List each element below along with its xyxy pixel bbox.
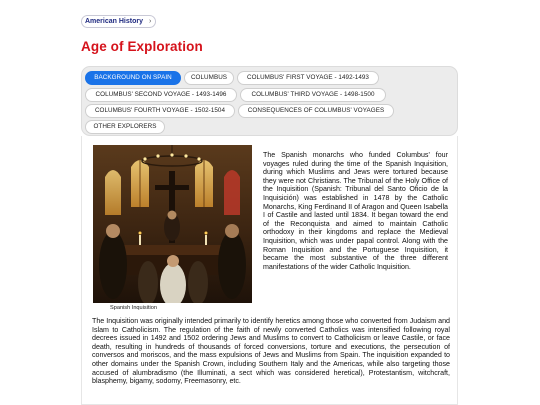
tab-columbus[interactable]: COLUMBUS bbox=[184, 71, 234, 85]
tab-second-voyage[interactable]: COLUMBUS' SECOND VOYAGE - 1493-1496 bbox=[85, 88, 237, 102]
page-title: Age of Exploration bbox=[81, 39, 203, 54]
tab-consequences[interactable]: CONSEQUENCES OF COLUMBUS' VOYAGES bbox=[238, 104, 394, 118]
chevron-right-icon: › bbox=[148, 18, 152, 25]
breadcrumb[interactable] bbox=[81, 15, 156, 28]
content-paragraph-1: The Spanish monarchs who funded Columbus' four voyages ruled during the time of the Spanish Inquisition, during which Muslims and Jews were tortured because they were not Christians. The Tribunal of the Holy Office of the Inquisition (Spanish: Tribunal del Santo Oficio de la Inquisición) was established in 1478 by the Catholic Monarchs, King Ferdinand II of Aragon and Queen Isabella I of Castile and lasted until 1834. It began toward the end of the Reconquista and aimed to maintain Catholic orthodoxy in their kingdoms and replace the Medieval Inquisition, which was under papal control. Along with the Roman Inquisition and the Portuguese Inquisition, it became the most substantive of the three different manifestations of the wider Catholic Inquisition. bbox=[263, 151, 448, 271]
tab-first-voyage[interactable]: COLUMBUS' FIRST VOYAGE - 1492-1493 bbox=[237, 71, 379, 85]
tab-bar bbox=[81, 66, 458, 136]
tab-fourth-voyage[interactable]: COLUMBUS' FOURTH VOYAGE - 1502-1504 bbox=[85, 104, 235, 118]
tab-other-explorers[interactable]: OTHER EXPLORERS bbox=[85, 120, 165, 134]
image-caption: Spanish Inquisition bbox=[110, 305, 157, 311]
breadcrumb-label[interactable]: American History bbox=[85, 18, 143, 25]
content-paragraph-2: The Inquisition was originally intended primarily to identify heretics among those who converted from Judaism and Islam to Catholicism. The regulation of the faith of newly converted Catholics was intensified following royal decrees issued in 1492 and 1502 ordering Jews and Muslims to convert to Catholicism or leave Castile, or face death, resulting in hundreds of thousands of forced conversions, torture and executions, the persecution of conversos and moriscos, and the mass expulsions of Jews and Muslims from Spain. The inquisition expanded to other domains under the Spanish Crown, including Southern Italy and the Americas, while also targeting those accused of alumbradismo (the Illuminati, a sect which was considered heretical), Protestantism, witchcraft, blasphemy, bigamy, sodomy, Freemasonry, etc. bbox=[92, 317, 450, 386]
tab-background-on-spain[interactable]: BACKGROUND ON SPAIN bbox=[85, 71, 181, 85]
tab-third-voyage[interactable]: COLUMBUS' THIRD VOYAGE - 1498-1500 bbox=[240, 88, 386, 102]
spanish-inquisition-image bbox=[93, 145, 252, 303]
